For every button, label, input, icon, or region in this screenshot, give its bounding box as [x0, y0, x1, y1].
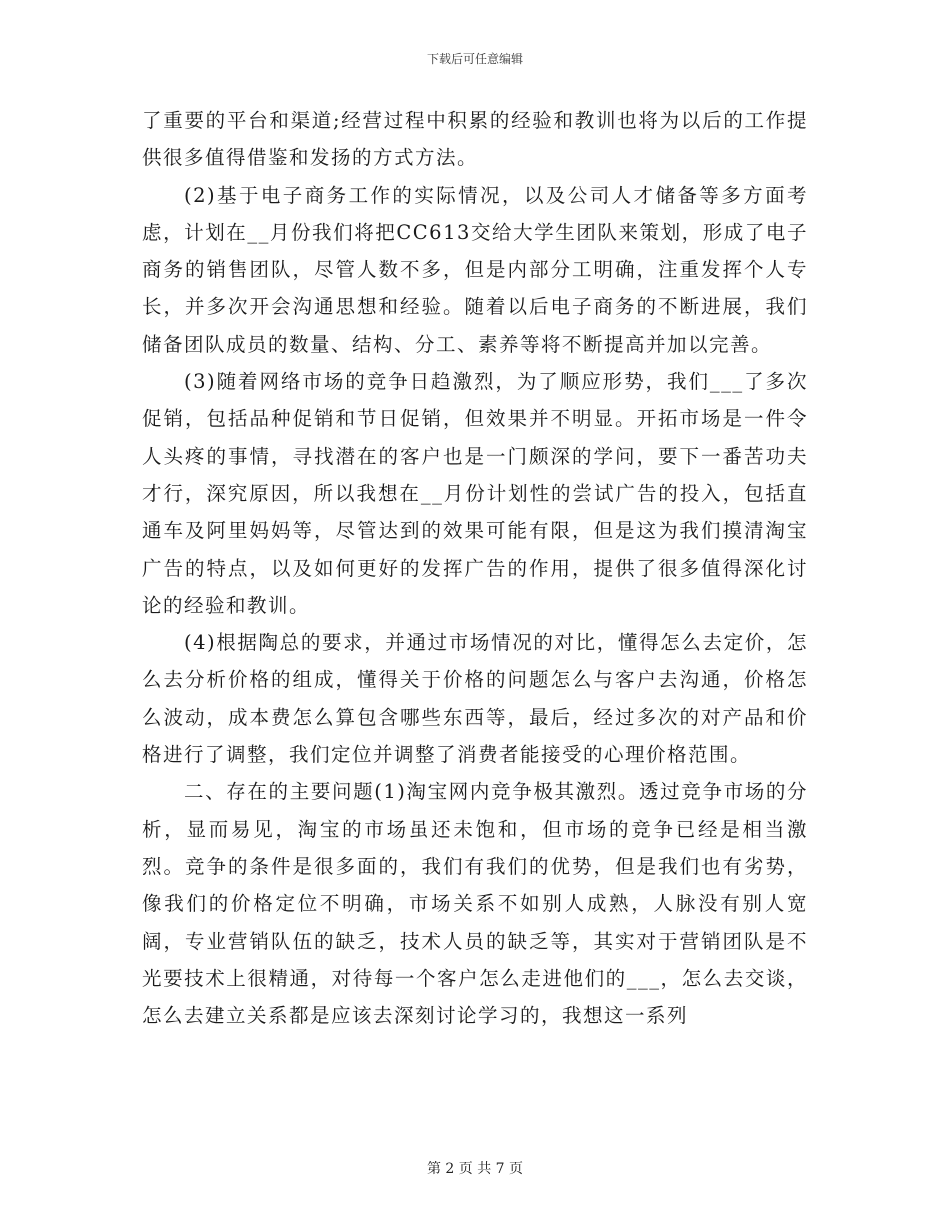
page-header-note: 下载后可任意编辑	[426, 52, 523, 66]
page-number: 第 2 页 共 7 页	[426, 1161, 524, 1177]
paragraph-3: (3)随着网络市场的竞争日趋激烈，为了顺应形势，我们___了多次促销，包括品种促销和节日促销，但效果并不明显。开拓市场是一件令人头疼的事情，寻找潜在的客户也是一门颇深的学问，要下一番苦功夫才行，深究原因，所以我想在__月份计划性的尝试广告的投入，包括直通车及阿里妈妈等，尽管达到的效果可能有限，但是这为我们摸清淘宝广告的特点，以及如何更好的发挥广告的作用，提供了很多值得深化讨论的经验和教训。	[142, 370, 808, 617]
paragraph-1: 了重要的平台和渠道;经营过程中积累的经验和教训也将为以后的工作提供很多值得借鉴和发扬的方式方法。	[142, 109, 808, 170]
document-body	[142, 102, 808, 1034]
paragraph-5: 二、存在的主要问题(1)淘宝网内竞争极其激烈。透过竞争市场的分析，显而易见，淘宝的市场虽还未饱和，但市场的竞争已经是相当激烈。竞争的条件是很多面的，我们有我们的优势，但是我们也有劣势，像我们的价格定位不明确，市场关系不如别人成熟，人脉没有别人宽阔，专业营销队伍的缺乏，技术人员的缺乏等，其实对于营销团队是不光要技术上很精通，对待每一个客户怎么走进他们的___，怎么去交谈，怎么去建立关系都是应该去深刻讨论学习的，我想这一系列	[142, 780, 808, 1028]
paragraph-4: (4)根据陶总的要求，并通过市场情况的对比，懂得怎么去定价，怎么去分析价格的组成，懂得关于价格的问题怎么与客户去沟通，价格怎么波动，成本费怎么算包含哪些东西等，最后，经过多次的对产品和价格进行了调整，我们定位并调整了消费者能接受的心理价格范围。	[142, 631, 808, 767]
paragraph-2: (2)基于电子商务工作的实际情况，以及公司人才储备等多方面考虑，计划在__月份我们将把CC613交给大学生团队来策划，形成了电子商务的销售团队，尽管人数不多，但是内部分工明确，注重发挥个人专长，并多次开会沟通思想和经验。随着以后电子商务的不断进展，我们储备团队成员的数量、结构、分工、素养等将不断提高并加以完善。	[142, 183, 808, 356]
